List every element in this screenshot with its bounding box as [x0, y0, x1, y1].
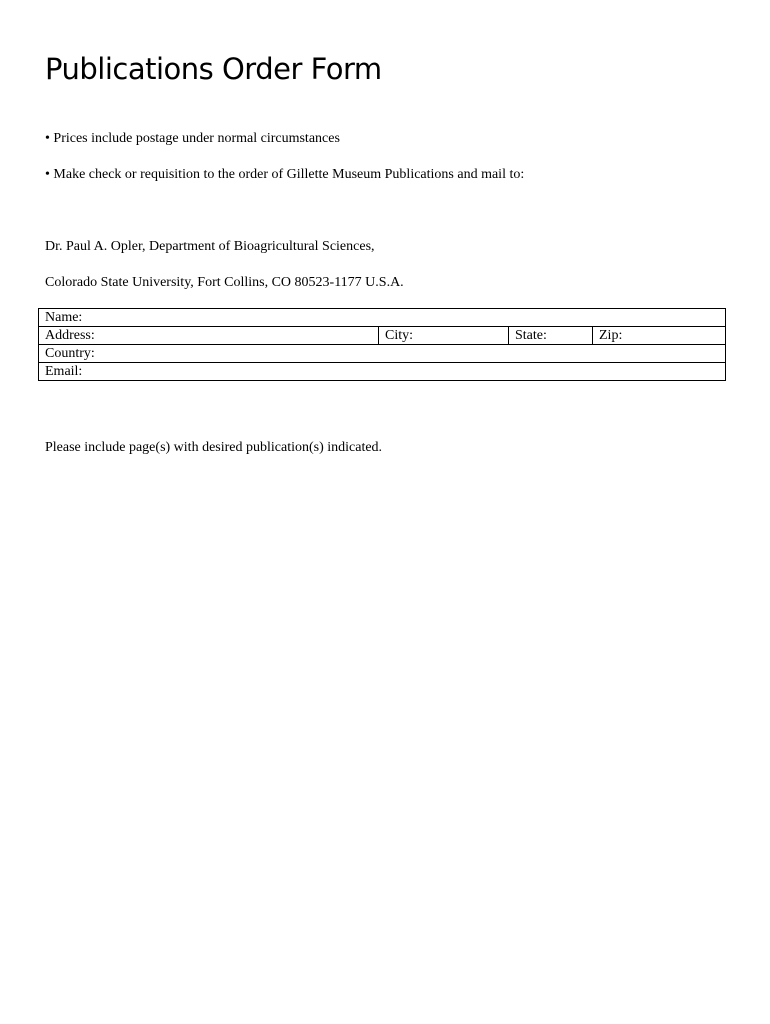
publication-selection-note: Please include page(s) with desired publication(s) indicated. — [45, 440, 383, 455]
postage-note: • Prices include postage under normal circumstances — [45, 131, 340, 146]
address-label: Address: — [45, 328, 95, 343]
name-field[interactable] — [39, 309, 726, 327]
name-row — [39, 309, 726, 327]
country-field[interactable] — [39, 345, 726, 363]
address-row — [39, 327, 726, 345]
city-field[interactable] — [379, 327, 509, 345]
page-title: Publications Order Form — [45, 52, 382, 86]
city-label: City: — [385, 328, 414, 343]
state-label: State: — [515, 328, 547, 343]
address-field[interactable] — [39, 327, 379, 345]
state-field[interactable] — [509, 327, 593, 345]
country-row — [39, 345, 726, 363]
payment-instruction: • Make check or requisition to the order of Gillette Museum Publications and mail to: — [45, 167, 525, 182]
mailing-address-line-2: Colorado State University, Fort Collins, CO 80523-1177 U.S.A. — [45, 275, 404, 290]
zip-field[interactable] — [593, 327, 726, 345]
contact-info-table — [38, 308, 726, 381]
email-label: Email: — [45, 364, 83, 379]
country-label: Country: — [45, 346, 95, 361]
mailing-address-line-1: Dr. Paul A. Opler, Department of Bioagricultural Sciences, — [45, 239, 375, 254]
name-label: Name: — [45, 310, 83, 325]
email-row — [39, 363, 726, 381]
email-field[interactable] — [39, 363, 726, 381]
zip-label: Zip: — [599, 328, 623, 343]
